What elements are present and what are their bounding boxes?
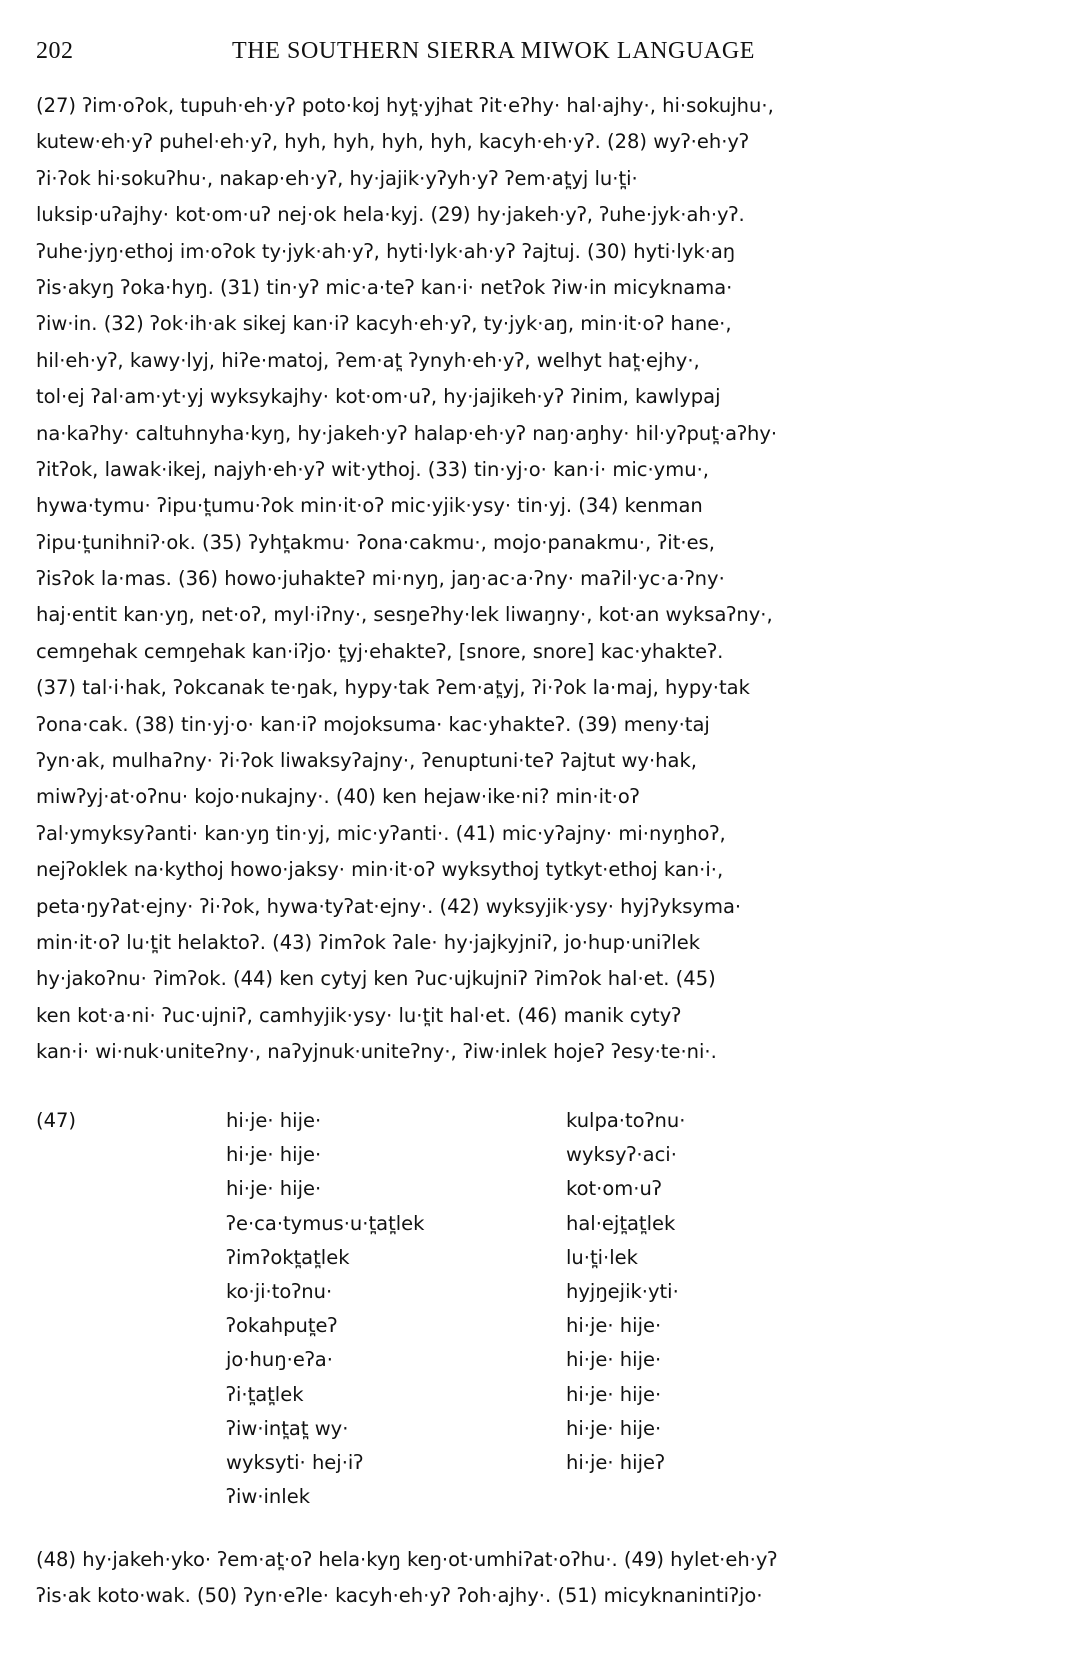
song-line: hal·ejt̪at̪lek xyxy=(566,1211,676,1235)
song-line: hi·je· hije· xyxy=(566,1382,662,1406)
text-line: (37) tal·i·hak, ʔokcanak te·ŋak, hypy·tak ʔem·at̪yj, ʔi·ʔok la·maj, hypy·tak xyxy=(36,676,750,700)
text-line: min·it·oʔ lu·t̪it helaktoʔ. (43) ʔimʔok ʔale· hy·jajkyjniʔ, jo·hup·uniʔlek xyxy=(36,930,700,954)
song-line: ko·ji·toʔnu· xyxy=(226,1279,333,1303)
text-line: luksip·uʔajhy· kot·om·uʔ nej·ok hela·kyj. (29) hy·jakeh·yʔ, ʔuhe·jyk·ah·yʔ. xyxy=(36,203,745,227)
text-line: ʔisʔok la·mas. (36) howo·juhakteʔ mi·nyŋ, jaŋ·ac·a·ʔny· maʔil·yc·a·ʔny· xyxy=(36,567,725,591)
song-47 xyxy=(36,1104,1048,1509)
song-line: hyjŋejik·yti· xyxy=(566,1279,679,1303)
song-line: ʔiw·inlek xyxy=(226,1485,310,1509)
text-line: haj·entit kan·yŋ, net·oʔ, myl·iʔny·, sesŋeʔhy·lek liwaŋny·, kot·an wyksaʔny·, xyxy=(36,603,773,627)
song-line: ʔimʔokt̪at̪lek xyxy=(226,1245,350,1269)
song-line: hi·je· hijeʔ xyxy=(566,1450,665,1474)
text-line: ken kot·a·ni· ʔuc·ujniʔ, camhyjik·ysy· lu·t̪it hal·et. (46) manik cytyʔ xyxy=(36,1003,682,1027)
song-line: hi·je· hije· xyxy=(566,1314,662,1338)
text-line: peta·ŋyʔat·ejny· ʔi·ʔok, hywa·tyʔat·ejny·. (42) wyksyjik·ysy· hyjʔyksyma· xyxy=(36,894,742,918)
text-line: ʔiw·in. (32) ʔok·ih·ak sikej kan·iʔ kacyh·eh·yʔ, ty·jyk·aŋ, min·it·oʔ hane·, xyxy=(36,312,732,336)
text-line: ʔis·ak koto·wak. (50) ʔyn·eʔle· kacyh·eh·yʔ ʔoh·ajhy·. (51) micyknanintiʔjo· xyxy=(36,1584,763,1608)
text-line: ʔipu·t̪unihniʔ·ok. (35) ʔyht̪akmu· ʔona·cakmu·, mojo·panakmu·, ʔit·es, xyxy=(36,530,715,554)
page-header xyxy=(36,38,1056,68)
text-line: cemŋehak cemŋehak kan·iʔjo· t̪yj·ehakteʔ, [snore, snore] kac·yhakteʔ. xyxy=(36,639,724,663)
text-line: tol·ej ʔal·am·yt·yj wyksykajhy· kot·om·uʔ, hy·jajikeh·yʔ ʔinim, kawlypaj xyxy=(36,385,721,409)
song-line: kulpa·toʔnu· xyxy=(566,1109,686,1132)
text-line: ʔitʔok, lawak·ikej, najyh·eh·yʔ wit·ythoj. (33) tin·yj·o· kan·i· mic·ymu·, xyxy=(36,457,709,481)
text-line: kan·i· wi·nuk·uniteʔny·, naʔyjnuk·uniteʔny·, ʔiw·inlek hojeʔ ʔesy·te·ni·. xyxy=(36,1040,717,1064)
text-line: kutew·eh·yʔ puhel·eh·yʔ, hyh, hyh, hyh, hyh, kacyh·eh·yʔ. (28) wyʔ·eh·yʔ xyxy=(36,130,749,154)
text-line: hy·jakoʔnu· ʔimʔok. (44) ken cytyj ken ʔuc·ujkujniʔ ʔimʔok hal·et. (45) xyxy=(36,967,716,991)
text-line: ʔona·cak. (38) tin·yj·o· kan·iʔ mojoksuma· kac·yhakteʔ. (39) meny·taj xyxy=(36,712,710,736)
body-text xyxy=(36,88,1048,1071)
text-line: hil·eh·yʔ, kawy·lyj, hiʔe·matoj, ʔem·at̪ ʔynyh·eh·yʔ, welhyt hat̪·ejhy·, xyxy=(36,348,700,372)
text-line: na·kaʔhy· caltuhnyha·kyŋ, hy·jakeh·yʔ halap·eh·yʔ naŋ·aŋhy· hil·yʔput̪·aʔhy· xyxy=(36,421,778,445)
body-text-continued xyxy=(36,1542,1048,1615)
song-line: lu·t̪i·lek xyxy=(566,1245,638,1269)
song-line: hi·je· hije· xyxy=(226,1177,322,1201)
song-line: jo·huŋ·eʔa· xyxy=(226,1348,333,1372)
text-line: ʔi·ʔok hi·sokuʔhu·, nakap·eh·yʔ, hy·jajik·yʔyh·yʔ ʔem·at̪yj lu·t̪i· xyxy=(36,166,638,190)
song-line: wyksyʔ·aci· xyxy=(566,1143,677,1167)
song-line: ʔokahput̪eʔ xyxy=(226,1314,338,1338)
song-line: hi·je· hije· xyxy=(226,1109,322,1132)
song-line: ʔe·ca·tymus·u·t̪at̪lek xyxy=(226,1211,425,1235)
text-line: ʔal·ymyksyʔanti· kan·yŋ tin·yj, mic·yʔanti·. (41) mic·yʔajny· mi·nyŋhoʔ, xyxy=(36,821,726,845)
page-number: 202 xyxy=(36,38,74,64)
song-line: wyksyti· hej·iʔ xyxy=(226,1450,364,1474)
song-line: ʔi·t̪at̪lek xyxy=(226,1382,304,1406)
text-line: (48) hy·jakeh·yko· ʔem·at̪·oʔ hela·kyŋ keŋ·ot·umhiʔat·oʔhu·. (49) hylet·eh·yʔ xyxy=(36,1548,778,1571)
text-line: ʔuhe·jyŋ·ethoj im·oʔok ty·jyk·ah·yʔ, hyti·lyk·ah·yʔ ʔajtuj. (30) hyti·lyk·aŋ xyxy=(36,239,736,263)
song-line: hi·je· hije· xyxy=(566,1348,662,1372)
running-title: THE SOUTHERN SIERRA MIWOK LANGUAGE xyxy=(232,38,756,64)
text-line: (27) ʔim·oʔok, tupuh·eh·yʔ poto·koj hyt̪·yjhat ʔit·eʔhy· hal·ajhy·, hi·sokujhu·, xyxy=(36,94,774,117)
song-line: hi·je· hije· xyxy=(566,1416,662,1440)
song-line: ʔiw·int̪at̪ wy· xyxy=(226,1416,349,1440)
text-line: miwʔyj·at·oʔnu· kojo·nukajny·. (40) ken hejaw·ike·ni? min·it·oʔ xyxy=(36,785,640,809)
song-right-column xyxy=(566,1104,685,1480)
text-line: nejʔoklek na·kythoj howo·jaksy· min·it·oʔ wyksythoj tytkyt·ethoj kan·i·, xyxy=(36,858,724,882)
text-line: ʔis·akyŋ ʔoka·hyŋ. (31) tin·yʔ mic·a·teʔ kan·i· netʔok ʔiw·in micyknama· xyxy=(36,275,733,299)
song-number: (47) xyxy=(36,1109,77,1132)
song-line: kot·om·uʔ xyxy=(566,1177,662,1201)
text-line: ʔyn·ak, mulhaʔny· ʔi·ʔok liwaksyʔajny·, ʔenuptuni·teʔ ʔajtut wy·hak, xyxy=(36,749,697,773)
text-line: hywa·tymu· ʔipu·t̪umu·ʔok min·it·oʔ mic·yjik·ysy· tin·yj. (34) kenman xyxy=(36,494,703,518)
song-line: hi·je· hije· xyxy=(226,1143,322,1167)
song-left-column xyxy=(226,1104,424,1514)
